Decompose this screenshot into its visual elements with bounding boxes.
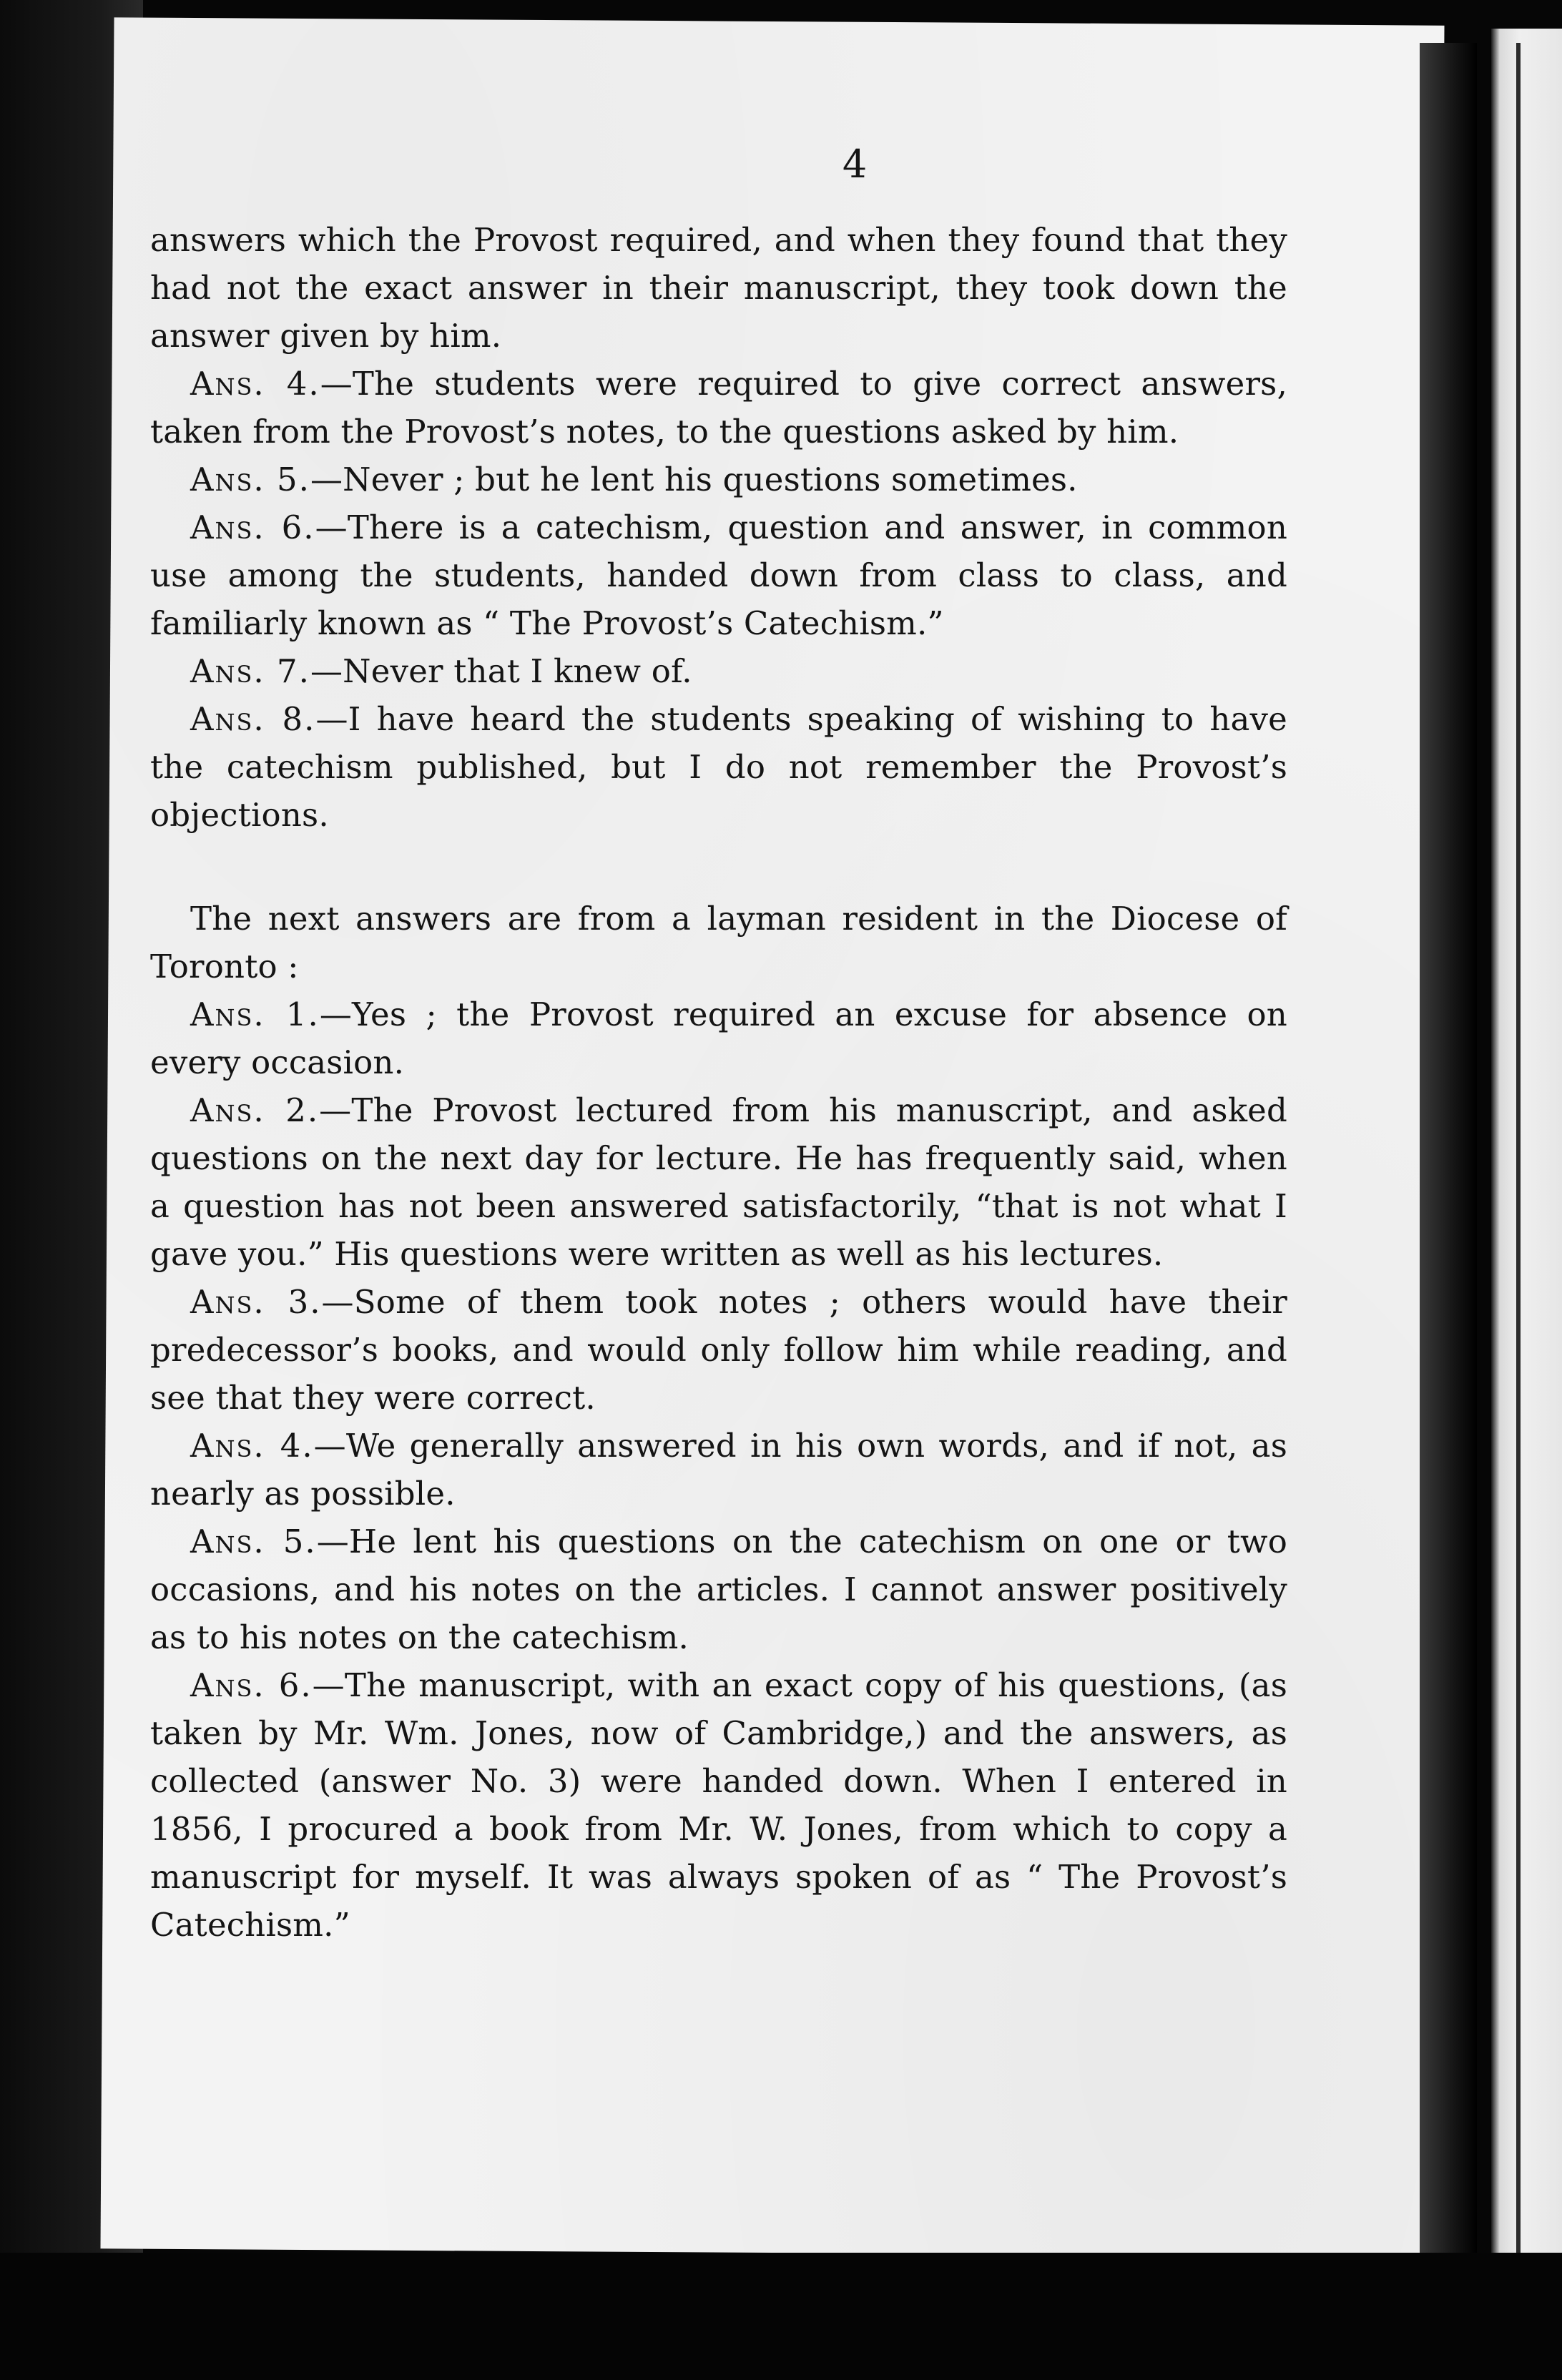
scan-border-bottom	[0, 2253, 1562, 2380]
answer-label: Ans. 8.	[190, 700, 316, 738]
layman-answer-5	[150, 1518, 1287, 1661]
answer-label: Ans. 6.	[190, 508, 315, 546]
answer-text: —I have heard the students speaking of wishing to have the catechism published, but I do not remember the Provost’s objections.	[150, 700, 1287, 834]
answer-label: Ans. 7.	[190, 652, 310, 690]
page-text	[150, 143, 1287, 1949]
answer-4	[150, 360, 1287, 456]
layman-answer-2	[150, 1086, 1287, 1278]
answer-8	[150, 695, 1287, 839]
layman-answer-3	[150, 1278, 1287, 1422]
answer-text: —Never that I knew of.	[310, 652, 692, 690]
layman-intro: The next answers are from a layman resident in the Diocese of Toronto :	[150, 900, 1287, 985]
answer-label: Ans. 4.	[190, 1427, 314, 1465]
answer-text: —He lent his questions on the catechism on one or two occasions, and his notes on the articles. I cannot answer positively as to his notes on the catechism.	[150, 1523, 1287, 1656]
answer-text: —The students were required to give correct answers, taken from the Provost’s notes, to the questions asked by him.	[150, 365, 1287, 451]
answer-text: —Yes ; the Provost required an excuse for absence on every occasion.	[150, 995, 1287, 1081]
answer-5	[150, 456, 1287, 503]
answer-label: Ans. 2.	[190, 1091, 320, 1129]
answer-label: Ans. 6.	[190, 1666, 313, 1704]
answer-label: Ans. 3.	[190, 1283, 322, 1321]
answer-text: —The manuscript, with an exact copy of his questions, (as taken by Mr. Wm. Jones, now of Cambridge,) and the answers, as collected (answer No. 3) were handed down. When I entered in 1856, I procured a book from Mr. W. Jones, from which to copy a manuscript for myself. It was always spoken of as “ The Provost’s Catechism.”	[150, 1666, 1287, 1944]
answer-label: Ans. 1.	[190, 995, 320, 1033]
answer-6	[150, 503, 1287, 647]
layman-answer-6	[150, 1661, 1287, 1949]
answer-label: Ans. 4.	[190, 365, 320, 403]
facing-page-edge	[1491, 29, 1562, 2380]
answer-label: Ans. 5.	[190, 1523, 317, 1560]
answer-text: —There is a catechism, question and answer, in common use among the students, handed down from class to class, and familiarly known as “ The Provost’s Catechism.”	[150, 508, 1288, 642]
answer-7	[150, 647, 1287, 695]
layman-answer-4	[150, 1422, 1287, 1518]
facing-page-line	[1516, 43, 1521, 2367]
answer-label: Ans. 5.	[190, 461, 310, 498]
answer-text: —The Provost lectured from his manuscript, and asked questions on the next day for lecture. He has frequently said, when a question has not been answered satisfactorily, “that is not what I gave you.” His questions were written as well as his lectures.	[150, 1091, 1288, 1273]
answer-text: —Some of them took notes ; others would have their predecessor’s books, and would only follow him while reading, and see that they were correct.	[150, 1283, 1287, 1417]
page-gutter-shadow	[1420, 43, 1477, 2253]
page-number: 4	[842, 142, 868, 187]
layman-answer-1	[150, 990, 1287, 1086]
answer-text: —We generally answered in his own words, and if not, as nearly as possible.	[150, 1427, 1287, 1513]
continuation-paragraph: answers which the Provost required, and when they found that they had not the exact answer in their manuscript, they took down the answer given by him.	[150, 221, 1287, 355]
answer-text: —Never ; but he lent his questions sometimes.	[310, 461, 1078, 498]
